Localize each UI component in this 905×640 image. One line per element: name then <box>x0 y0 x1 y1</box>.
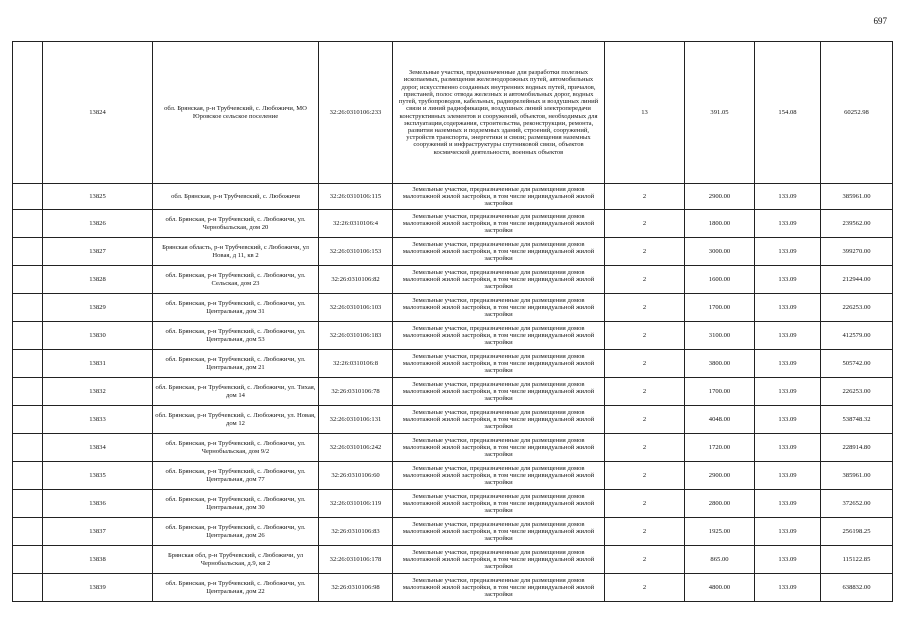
land-use-purpose-cell: Земельные участки, предназначенные для размещения домов малоэтажной жилой застройки, в том числе индивидуальной жилой застройки <box>393 350 605 378</box>
category-code-cell: 2 <box>605 238 685 266</box>
table-row <box>13 518 893 546</box>
table-row <box>13 42 893 184</box>
address-cell: Брянская обл, р-н Трубчевский, с Любожичи, ул Чернобыльская, д.9, кв 2 <box>153 546 319 574</box>
specific-value-cell: 133.09 <box>755 462 821 490</box>
cadastral-number-cell: 32:26:0310106:83 <box>319 518 393 546</box>
cadastral-value-cell: 412579.00 <box>821 322 893 350</box>
specific-value-cell: 133.09 <box>755 266 821 294</box>
area-cell: 1600.00 <box>685 266 755 294</box>
category-code-cell: 2 <box>605 406 685 434</box>
area-cell: 1700.00 <box>685 294 755 322</box>
specific-value-cell: 133.09 <box>755 574 821 602</box>
cadastral-number-cell: 32:26:0310106:178 <box>319 546 393 574</box>
table-row <box>13 238 893 266</box>
specific-value-cell: 133.09 <box>755 546 821 574</box>
area-cell: 3000.00 <box>685 238 755 266</box>
cadastral-number-cell: 32:26:0310106:131 <box>319 406 393 434</box>
area-cell: 4048.00 <box>685 406 755 434</box>
area-cell: 3800.00 <box>685 350 755 378</box>
row-number-cell: 13837 <box>43 518 153 546</box>
category-code-cell: 2 <box>605 378 685 406</box>
category-code-cell: 2 <box>605 434 685 462</box>
page-number: 697 <box>873 16 887 26</box>
land-use-purpose-cell: Земельные участки, предназначенные для размещения домов малоэтажной жилой застройки, в том числе индивидуальной жилой застройки <box>393 574 605 602</box>
cadastral-value-cell: 505742.00 <box>821 350 893 378</box>
cadastral-number-cell: 32:26:0310106:233 <box>319 42 393 184</box>
cadastral-number-cell: 32:26:0310106:103 <box>319 294 393 322</box>
specific-value-cell: 133.09 <box>755 184 821 210</box>
address-cell: обл. Брянская, р-н Трубчевский, с. Любожичи, ул. Центральная, дом 77 <box>153 462 319 490</box>
category-code-cell: 2 <box>605 574 685 602</box>
margin-cell <box>13 574 43 602</box>
margin-cell <box>13 378 43 406</box>
category-code-cell: 2 <box>605 294 685 322</box>
cadastral-number-cell: 32:26:0310106:8 <box>319 350 393 378</box>
address-cell: обл. Брянская, р-н Трубчевский, с. Любожичи, ул. Сельская, дом 23 <box>153 266 319 294</box>
table-row <box>13 434 893 462</box>
area-cell: 1700.00 <box>685 378 755 406</box>
cadastral-value-cell: 399270.00 <box>821 238 893 266</box>
row-number-cell: 13839 <box>43 574 153 602</box>
area-cell: 4800.00 <box>685 574 755 602</box>
address-cell: обл. Брянская, р-н Трубчевский, с. Любожичи, ул. Центральная, дом 26 <box>153 518 319 546</box>
area-cell: 3100.00 <box>685 322 755 350</box>
margin-cell <box>13 266 43 294</box>
cadastral-value-cell: 638832.00 <box>821 574 893 602</box>
margin-cell <box>13 294 43 322</box>
land-use-purpose-cell: Земельные участки, предназначенные для размещения домов малоэтажной жилой застройки, в том числе индивидуальной жилой застройки <box>393 490 605 518</box>
table-row <box>13 322 893 350</box>
land-use-purpose-cell: Земельные участки, предназначенные для размещения домов малоэтажной жилой застройки, в том числе индивидуальной жилой застройки <box>393 378 605 406</box>
margin-cell <box>13 406 43 434</box>
category-code-cell: 2 <box>605 546 685 574</box>
specific-value-cell: 133.09 <box>755 406 821 434</box>
cadastral-value-cell: 372652.00 <box>821 490 893 518</box>
category-code-cell: 2 <box>605 462 685 490</box>
land-use-purpose-cell: Земельные участки, предназначенные для размещения домов малоэтажной жилой застройки, в том числе индивидуальной жилой застройки <box>393 518 605 546</box>
category-code-cell: 2 <box>605 266 685 294</box>
address-cell: обл. Брянская, р-н Трубчевский, с. Любожичи, МО Юровское сельское поселение <box>153 42 319 184</box>
table-row <box>13 406 893 434</box>
specific-value-cell: 133.09 <box>755 238 821 266</box>
cadastral-value-cell: 385961.00 <box>821 462 893 490</box>
address-cell: обл. Брянская, р-н Трубчевский, с. Любожичи, ул. Центральная, дом 31 <box>153 294 319 322</box>
land-use-purpose-cell: Земельные участки, предназначенные для размещения домов малоэтажной жилой застройки, в том числе индивидуальной жилой застройки <box>393 184 605 210</box>
row-number-cell: 13826 <box>43 210 153 238</box>
area-cell: 1925.00 <box>685 518 755 546</box>
cadastral-value-cell: 226253.00 <box>821 294 893 322</box>
specific-value-cell: 154.08 <box>755 42 821 184</box>
cadastral-value-cell: 60252.98 <box>821 42 893 184</box>
margin-cell <box>13 350 43 378</box>
margin-cell <box>13 322 43 350</box>
land-use-purpose-cell: Земельные участки, предназначенные для размещения домов малоэтажной жилой застройки, в том числе индивидуальной жилой застройки <box>393 546 605 574</box>
area-cell: 865.00 <box>685 546 755 574</box>
specific-value-cell: 133.09 <box>755 322 821 350</box>
cadastral-value-cell: 538748.32 <box>821 406 893 434</box>
row-number-cell: 13835 <box>43 462 153 490</box>
margin-cell <box>13 210 43 238</box>
cadastral-number-cell: 32:26:0310106:78 <box>319 378 393 406</box>
row-number-cell: 13830 <box>43 322 153 350</box>
cadastral-value-cell: 239562.00 <box>821 210 893 238</box>
table-row <box>13 462 893 490</box>
margin-cell <box>13 518 43 546</box>
table-row <box>13 546 893 574</box>
table-row <box>13 266 893 294</box>
table-row <box>13 210 893 238</box>
margin-cell <box>13 184 43 210</box>
table-row <box>13 294 893 322</box>
row-number-cell: 13827 <box>43 238 153 266</box>
area-cell: 2900.00 <box>685 462 755 490</box>
specific-value-cell: 133.09 <box>755 210 821 238</box>
category-code-cell: 2 <box>605 184 685 210</box>
category-code-cell: 13 <box>605 42 685 184</box>
table-row <box>13 574 893 602</box>
cadastral-number-cell: 32:26:0310106:98 <box>319 574 393 602</box>
land-use-purpose-cell: Земельные участки, предназначенные для размещения домов малоэтажной жилой застройки, в том числе индивидуальной жилой застройки <box>393 462 605 490</box>
land-use-purpose-cell: Земельные участки, предназначенные для размещения домов малоэтажной жилой застройки, в том числе индивидуальной жилой застройки <box>393 238 605 266</box>
table-row <box>13 184 893 210</box>
area-cell: 391.05 <box>685 42 755 184</box>
row-number-cell: 13825 <box>43 184 153 210</box>
row-number-cell: 13832 <box>43 378 153 406</box>
cadastral-value-cell: 226253.00 <box>821 378 893 406</box>
cadastral-number-cell: 32:26:0310106:153 <box>319 238 393 266</box>
cadastral-value-cell: 256198.25 <box>821 518 893 546</box>
address-cell: обл. Брянская, р-н Трубчевский, с. Любожичи, ул. Чернобыльская, дом 9/2 <box>153 434 319 462</box>
address-cell: обл. Брянская, р-н Трубчевский, с. Любожичи, ул. Центральная, дом 22 <box>153 574 319 602</box>
address-cell: обл. Брянская, р-н Трубчевский, с. Любожичи, ул. Центральная, дом 21 <box>153 350 319 378</box>
category-code-cell: 2 <box>605 518 685 546</box>
row-number-cell: 13838 <box>43 546 153 574</box>
land-register-table <box>12 41 893 602</box>
address-cell: обл. Брянская, р-н Трубчевский, с. Любожичи, ул. Тихая, дом 14 <box>153 378 319 406</box>
row-number-cell: 13828 <box>43 266 153 294</box>
cadastral-number-cell: 32:26:0310106:60 <box>319 462 393 490</box>
category-code-cell: 2 <box>605 490 685 518</box>
table-row <box>13 378 893 406</box>
area-cell: 2900.00 <box>685 184 755 210</box>
address-cell: обл. Брянская, р-н Трубчевский, с. Любожичи, ул. Центральная, дом 30 <box>153 490 319 518</box>
cadastral-value-cell: 228914.80 <box>821 434 893 462</box>
row-number-cell: 13836 <box>43 490 153 518</box>
category-code-cell: 2 <box>605 322 685 350</box>
margin-cell <box>13 490 43 518</box>
cadastral-number-cell: 32:26:0310106:4 <box>319 210 393 238</box>
margin-cell <box>13 546 43 574</box>
margin-cell <box>13 434 43 462</box>
margin-cell <box>13 462 43 490</box>
cadastral-number-cell: 32:26:0310106:82 <box>319 266 393 294</box>
row-number-cell: 13833 <box>43 406 153 434</box>
area-cell: 2800.00 <box>685 490 755 518</box>
specific-value-cell: 133.09 <box>755 518 821 546</box>
area-cell: 1720.00 <box>685 434 755 462</box>
land-use-purpose-cell: Земельные участки, предназначенные для разработки полезных ископаемых, размещения железнодорожных путей, автомобильных дорог, искусственно созданных внутренних водных путей, причалов, пристаней, полос отвода железных и автомобильных дорог, водных путей, трубопроводов, кабельных, радиорелейных и воздушных линий связи и линий радиофикации, воздушных линий электропередачи конструктивных элементов и сооружений, объектов, необходимых для эксплуатации,содержания, строительства, реконструкции, ремонта, развития наземных и подземных зданий, строений, сооружений, устройств транспорта, энергетики и связи; размещения наземных сооружений и инфраструктуры спутниковой связи, объектов космической деятельности, военных объектов <box>393 42 605 184</box>
land-use-purpose-cell: Земельные участки, предназначенные для размещения домов малоэтажной жилой застройки, в том числе индивидуальной жилой застройки <box>393 210 605 238</box>
cadastral-number-cell: 32:26:0310106:119 <box>319 490 393 518</box>
margin-cell <box>13 238 43 266</box>
table-row <box>13 490 893 518</box>
specific-value-cell: 133.09 <box>755 294 821 322</box>
row-number-cell: 13829 <box>43 294 153 322</box>
table-row <box>13 350 893 378</box>
margin-cell <box>13 42 43 184</box>
land-use-purpose-cell: Земельные участки, предназначенные для размещения домов малоэтажной жилой застройки, в том числе индивидуальной жилой застройки <box>393 434 605 462</box>
table-body <box>13 42 893 602</box>
address-cell: обл. Брянская, р-н Трубчевский, с. Любожичи, ул. Центральная, дом 53 <box>153 322 319 350</box>
address-cell: обл. Брянская, р-н Трубчевский, с. Любожичи <box>153 184 319 210</box>
row-number-cell: 13824 <box>43 42 153 184</box>
cadastral-number-cell: 32:26:0310106:242 <box>319 434 393 462</box>
category-code-cell: 2 <box>605 350 685 378</box>
category-code-cell: 2 <box>605 210 685 238</box>
address-cell: обл. Брянская, р-н Трубчевский, с. Любожичи, ул. Новая, дом 12 <box>153 406 319 434</box>
cadastral-number-cell: 32:26:0310106:183 <box>319 322 393 350</box>
land-use-purpose-cell: Земельные участки, предназначенные для размещения домов малоэтажной жилой застройки, в том числе индивидуальной жилой застройки <box>393 322 605 350</box>
land-use-purpose-cell: Земельные участки, предназначенные для размещения домов малоэтажной жилой застройки, в том числе индивидуальной жилой застройки <box>393 406 605 434</box>
cadastral-value-cell: 212944.00 <box>821 266 893 294</box>
land-use-purpose-cell: Земельные участки, предназначенные для размещения домов малоэтажной жилой застройки, в том числе индивидуальной жилой застройки <box>393 266 605 294</box>
cadastral-value-cell: 115122.85 <box>821 546 893 574</box>
land-use-purpose-cell: Земельные участки, предназначенные для размещения домов малоэтажной жилой застройки, в том числе индивидуальной жилой застройки <box>393 294 605 322</box>
address-cell: Брянская область, р-н Трубчевский, с Любожичи, ул Новая, д 11, кв 2 <box>153 238 319 266</box>
cadastral-number-cell: 32:26:0310106:115 <box>319 184 393 210</box>
specific-value-cell: 133.09 <box>755 434 821 462</box>
row-number-cell: 13834 <box>43 434 153 462</box>
row-number-cell: 13831 <box>43 350 153 378</box>
specific-value-cell: 133.09 <box>755 378 821 406</box>
address-cell: обл. Брянская, р-н Трубчевский, с. Любожичи, ул. Чернобыльская, дом 20 <box>153 210 319 238</box>
area-cell: 1800.00 <box>685 210 755 238</box>
cadastral-value-cell: 385961.00 <box>821 184 893 210</box>
specific-value-cell: 133.09 <box>755 350 821 378</box>
specific-value-cell: 133.09 <box>755 490 821 518</box>
